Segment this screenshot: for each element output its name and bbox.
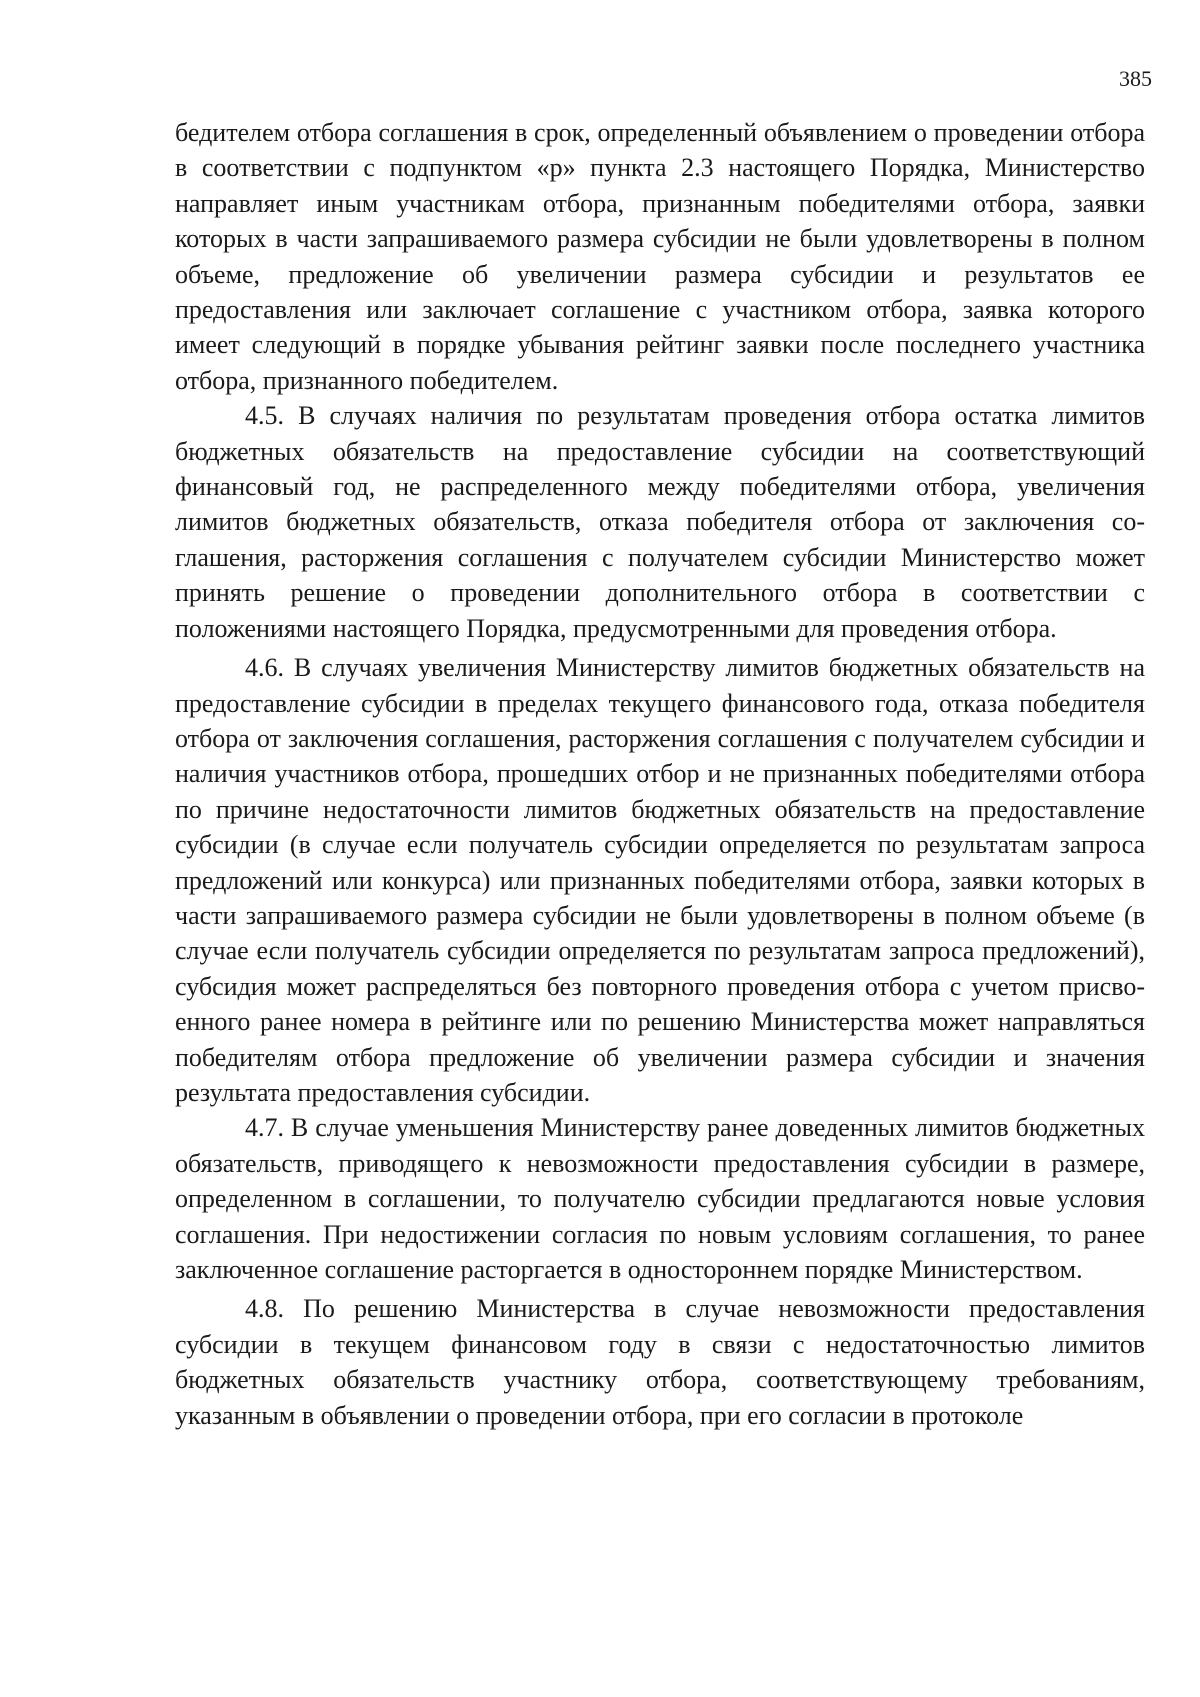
paragraph-4-8: 4.8. По решению Министерства в случае невозможности предоставления субсидии в текущем финансовом году в связи с недостаточностью лимитов бюджетных обязательств участнику отбора, соответствующему требованиям, указанным в объявлении о проведении отбора, при его согласии в протоколе [175, 1294, 1145, 1430]
paragraph-4-6: 4.6. В случаях увеличения Министерству лимитов бюджетных обязательств на предоставление субсидии в пределах текущего финансового года, отказа победителя отбора от заключения соглашения, расторжения соглашения с получателем субсидии и наличия участников отбора, прошедших отбор и не признанных победителями отбора по причине недостаточности лимитов бюджетных обязательств на предоставление субсидии (в случае если получатель субсидии определяется по результатам запроса предложений или конкурса) или признанных победителями отбора, заявки которых в части запрашиваемого размера субсидии не были удовлетворены в полном объеме (в случае если получатель субсидии определяется по результатам запроса предложений), субсидия может распределяться без повторного проведения отбора с учетом присвоенного ранее номера в рейтинге или по решению Министерства может направляться победителям отбора предложение об увеличении размера субсидии и значения результата предоставления субсидии. [175, 653, 1145, 1107]
paragraph-4-7: 4.7. В случае уменьшения Министерству ранее доведенных лимитов бюджетных обязательств, приводящего к невозможности предоставления субсидии в размере, определенном в соглашении, то получателю субсидии предлагаются новые условия соглашения. При недостижении согласия по новым условиям соглашения, то ранее заключенное соглашение расторгается в одностороннем порядке Министерством. [175, 1113, 1145, 1284]
paragraph-continuation: бедителем отбора соглашения в срок, определенный объявлением о проведении отбора в соответствии с подпунктом «р» пункта 2.3 настоящего Порядка, Министерство направляет иным участникам отбора, признанным победителями отбора, заявки которых в части запрашиваемого размера субсидии не были удовлетворены в полном объеме, предложение об увеличении размера субсидии и результатов ее предоставления или заключает соглашение с участником отбора, заявка которого имеет следующий в порядке убывания рейтинг заявки после последнего участника отбора, признанного победителем. [175, 118, 1145, 395]
page-number: 385 [1119, 66, 1152, 91]
document-body [175, 115, 1145, 1433]
paragraph-4-5: 4.5. В случаях наличия по результатам проведения отбора остатка лимитов бюджетных обязательств на предоставление субсидии на соответствующий финансовый год, не распределенного между победителями отбора, увеличения лимитов бюджетных обязательств, отказа победителя отбора от заключения соглашения, расторжения соглашения с получателем субсидии Министерство может принять решение о проведении дополнительного отбора в соответствии с положениями настоящего Порядка, предусмотренными для проведения отбора. [175, 401, 1145, 643]
